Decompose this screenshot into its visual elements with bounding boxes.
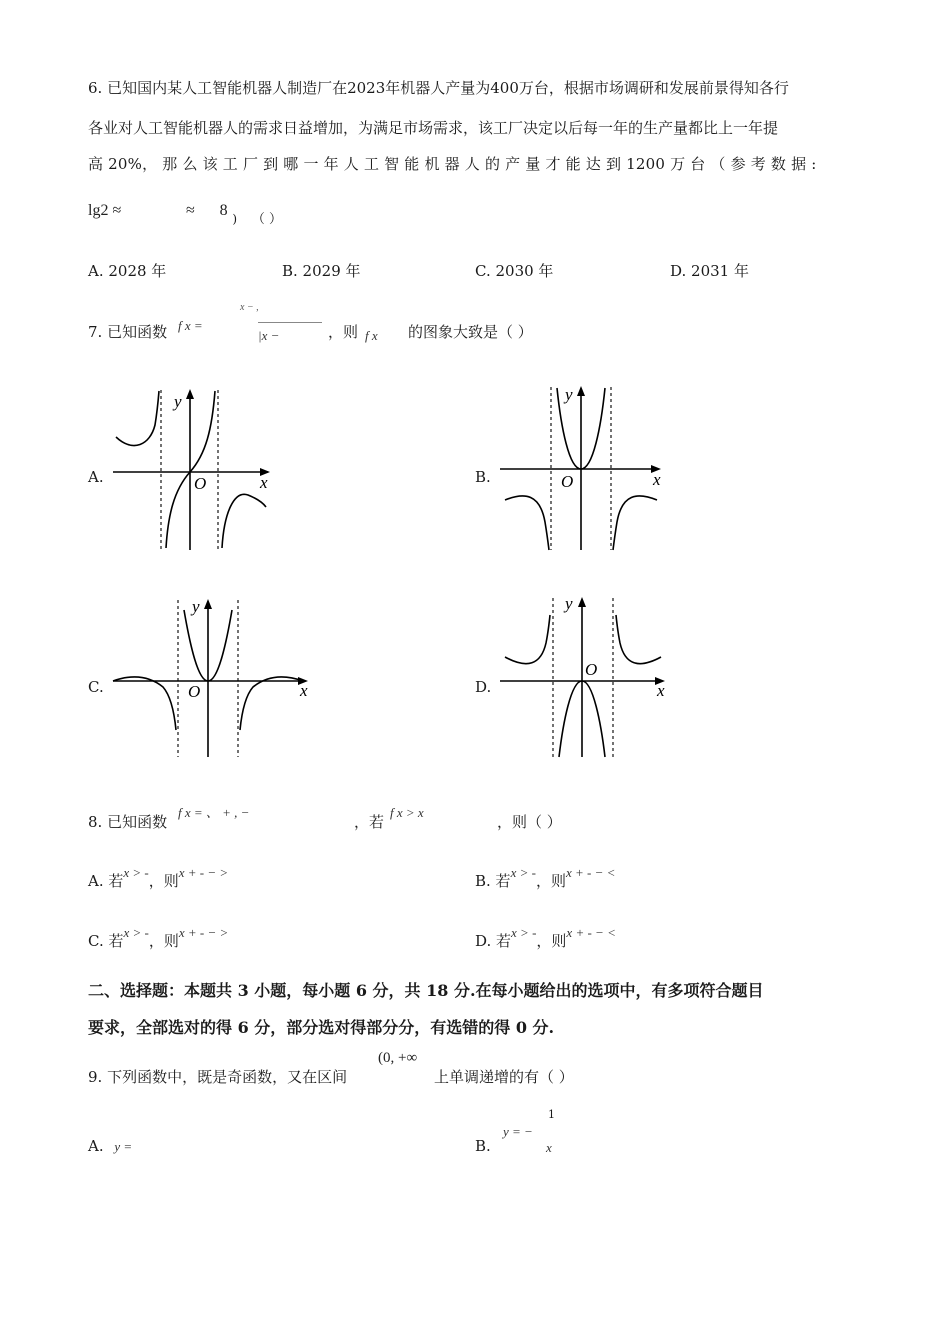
graph-c-curve-left: [113, 677, 176, 730]
q8-c-result: x + - − >: [178, 925, 229, 940]
q8-a-cond: x > -: [123, 865, 149, 880]
graph-c-curve-right: [240, 677, 303, 730]
q7-option-d-label[interactable]: D.: [475, 678, 492, 696]
q9-b-denominator: x: [546, 1140, 552, 1155]
q9-interval: (0, +∞: [378, 1050, 418, 1066]
q7-option-b-label[interactable]: B.: [475, 468, 491, 486]
q7-graph-c[interactable]: [108, 595, 318, 760]
q6-option-d[interactable]: D. 2031 年: [670, 262, 749, 280]
graph-a-curve-right: [222, 494, 266, 548]
q9-b-numerator: 1: [548, 1108, 555, 1121]
q8-d-cond: x > -: [511, 925, 537, 940]
q6-ref-8: 8: [219, 202, 228, 219]
q9-a-label: A.: [88, 1137, 104, 1155]
q7-graph-a[interactable]: [108, 385, 278, 555]
q7-fraction-bar: [258, 322, 322, 323]
q6-line-2: 各业对人工智能机器人的需求日益增加，为满足市场需求，该工厂决定以后每一年的生产量都比上一年提: [88, 119, 779, 137]
q8-suffix: ，则（ ）: [497, 813, 562, 831]
graph-a-y-arrow: [186, 389, 194, 399]
graph-b-curve-right: [613, 496, 657, 550]
q7-f-lhs: f x =: [178, 318, 203, 333]
graph-b-origin-label: O: [561, 472, 574, 491]
q8-b-cond: x > -: [510, 865, 536, 880]
graph-b-x-label: x: [653, 470, 661, 489]
graph-a-y-label: y: [174, 392, 182, 411]
q6-line-3: 高 20%， 那 么 该 工 厂 到 哪 一 年 人 工 智 能 机 器 人 的 产 量 才 能 达 到 1200 万 台 （ 参 考 数 据 :: [88, 155, 817, 173]
q9-option-b-label-wrap[interactable]: [475, 1137, 491, 1155]
q9-suffix: 上单调递增的有（ ）: [434, 1068, 574, 1086]
q7-suffix: 的图象大致是（ ）: [408, 323, 533, 341]
graph-c-y-label: y: [192, 597, 200, 616]
q8-option-a[interactable]: [88, 865, 229, 891]
q6-ref-close: ): [232, 212, 238, 226]
q6-line-1: 6. 已知国内某人工智能机器人制造厂在2023年机器人产量为400万台，根据市场调研和发展前景得知各行: [88, 79, 789, 97]
q7-option-c-label[interactable]: C.: [88, 678, 104, 696]
graph-a-x-label: x: [260, 473, 268, 492]
q7-graph-d[interactable]: [495, 593, 675, 760]
graph-b-curve-left: [505, 496, 549, 550]
q8-option-d[interactable]: [475, 925, 616, 951]
q7-option-a-label[interactable]: A.: [88, 468, 104, 486]
q7-then: ，则: [328, 323, 359, 341]
q6-lg2: lg2 ≈: [88, 202, 122, 219]
q6-option-a[interactable]: A. 2028 年: [88, 262, 167, 280]
q7-frac-bot: |x −: [258, 328, 280, 343]
graph-d-y-arrow: [578, 597, 586, 607]
q8-c-label: C. 若: [88, 932, 124, 950]
graph-c-origin-label: O: [188, 682, 201, 701]
q7-frac-top: x − ,: [240, 302, 259, 313]
q6-reference-data: [88, 200, 282, 227]
q7-graph-b[interactable]: [495, 382, 670, 554]
q8-option-c[interactable]: [88, 925, 229, 951]
q8-d-result: x + - − <: [566, 925, 616, 940]
q9-option-a[interactable]: [88, 1137, 132, 1155]
q8-condition: f x > x: [390, 805, 424, 820]
q8-option-b[interactable]: [475, 865, 616, 891]
q8-b-result: x + - − <: [565, 865, 616, 880]
graph-a-curve-left: [116, 391, 159, 446]
q8-d-label: D. 若: [475, 932, 512, 950]
graph-d-x-label: x: [657, 681, 665, 700]
q9-b-label: B.: [475, 1137, 491, 1155]
q6-approx: ≈: [186, 202, 195, 219]
graph-b-y-arrow: [577, 386, 585, 396]
q8-a-then: ，则: [148, 872, 179, 890]
graph-d-curve-right: [616, 615, 661, 664]
q8-c-then: ，则: [148, 932, 179, 950]
q9-b-expr: y = −: [503, 1124, 533, 1139]
q8-a-label: A. 若: [88, 872, 124, 890]
q9-a-expr: y =: [114, 1139, 133, 1154]
q8-a-result: x + - − >: [178, 865, 229, 880]
section2-line-1: 二、选择题：本题共 3 小题，每小题 6 分，共 18 分.在每小题给出的选项中，有多项符合题目: [88, 981, 764, 1000]
graph-c-y-arrow: [204, 599, 212, 609]
section2-line-2: 要求，全部选对的得 6 分，部分选对得部分分，有选错的得 0 分.: [88, 1018, 555, 1037]
graph-d-curve-left: [505, 615, 550, 664]
q9-prefix: 9. 下列函数中，既是奇函数，又在区间: [88, 1068, 348, 1086]
q6-answer-blank: （ ）: [251, 212, 282, 227]
q6-option-c[interactable]: C. 2030 年: [475, 262, 554, 280]
graph-d-origin-label: O: [585, 660, 598, 679]
q8-d-then: ，则: [536, 932, 567, 950]
graph-b-y-label: y: [565, 385, 573, 404]
q8-f-def: f x = 、 + , −: [178, 805, 250, 820]
q7-f-ref: f x: [365, 328, 378, 343]
graph-d-y-label: y: [565, 594, 573, 613]
graph-c-x-label: x: [300, 681, 308, 700]
q8-c-cond: x > -: [123, 925, 149, 940]
q6-option-b[interactable]: B. 2029 年: [282, 262, 361, 280]
graph-a-origin-label: O: [194, 474, 207, 493]
q8-b-then: ，则: [535, 872, 566, 890]
q8-b-label: B. 若: [475, 872, 511, 890]
q8-prefix: 8. 已知函数: [88, 813, 168, 831]
q8-if: ，若: [354, 813, 385, 831]
q7-prefix: 7. 已知函数: [88, 323, 168, 341]
